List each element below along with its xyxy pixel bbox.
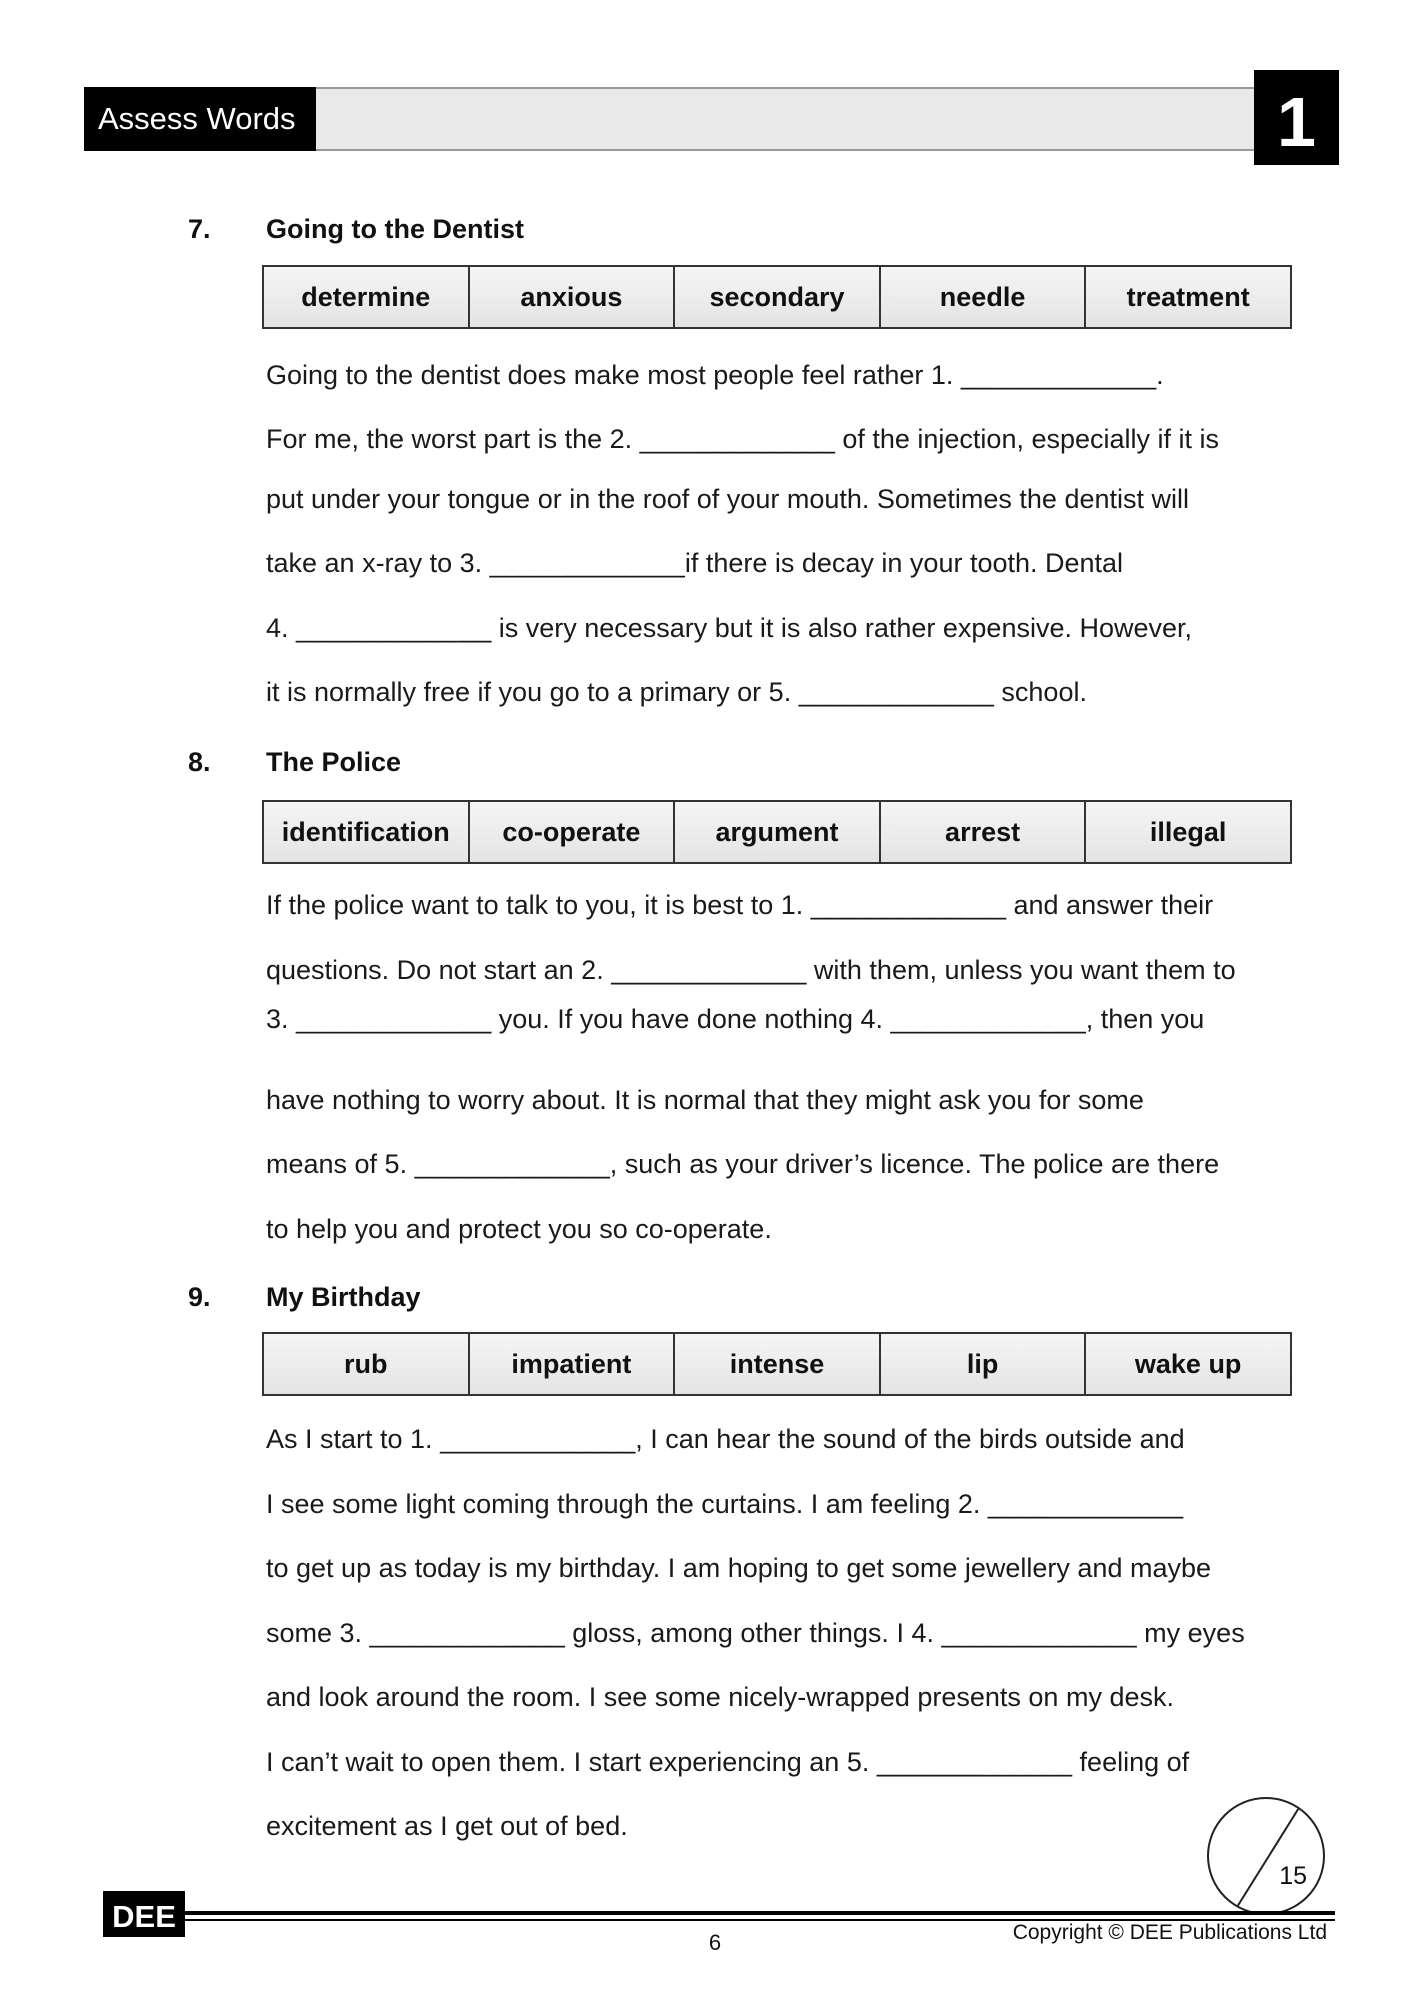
- score-circle: [1207, 1797, 1325, 1915]
- section-number: 9.: [188, 1282, 211, 1312]
- passage-line: 3. _____________ you. If you have done nothing 4. _____________, then you: [266, 1004, 1205, 1034]
- score-total: 15: [1279, 1862, 1307, 1890]
- word-bank-item: argument: [675, 802, 881, 862]
- word-bank-item: needle: [881, 267, 1087, 327]
- word-bank: [262, 265, 1292, 329]
- word-bank-item: co-operate: [470, 802, 676, 862]
- word-bank-item: illegal: [1086, 802, 1292, 862]
- word-bank-item: rub: [264, 1334, 470, 1394]
- passage-line: take an x-ray to 3. _____________if there is decay in your tooth. Dental: [266, 548, 1124, 578]
- word-bank-item: treatment: [1086, 267, 1292, 327]
- word-bank-item: wake up: [1086, 1334, 1292, 1394]
- word-bank: [262, 1332, 1292, 1396]
- word-bank-item: anxious: [470, 267, 676, 327]
- section-number: 8.: [188, 747, 211, 777]
- copyright-text: Copyright © DEE Publications Ltd: [1012, 1921, 1327, 1944]
- publisher-logo: DEE: [103, 1891, 185, 1937]
- passage-line: have nothing to worry about. It is normal that they might ask you for some: [266, 1085, 1144, 1115]
- passage-line: some 3. _____________ gloss, among other things. I 4. _____________ my eyes: [266, 1618, 1245, 1648]
- passage-line: means of 5. _____________, such as your driver’s licence. The police are there: [266, 1149, 1220, 1179]
- passage-line: put under your tongue or in the roof of your mouth. Sometimes the dentist will: [266, 484, 1189, 514]
- word-bank: [262, 800, 1292, 864]
- passage-line: to help you and protect you so co-operate.: [266, 1214, 772, 1244]
- passage-line: questions. Do not start an 2. _____________ with them, unless you want them to: [266, 955, 1236, 985]
- passage-line: excitement as I get out of bed.: [266, 1811, 628, 1841]
- section-title: My Birthday: [266, 1282, 421, 1312]
- passage-line: it is normally free if you go to a primary or 5. _____________ school.: [266, 677, 1087, 707]
- word-bank-item: identification: [264, 802, 470, 862]
- header-label: Assess Words 5: [84, 87, 316, 151]
- score-slash: [1229, 1799, 1305, 1915]
- section-title: Going to the Dentist: [266, 214, 524, 244]
- word-bank-item: intense: [675, 1334, 881, 1394]
- section-number: 7.: [188, 214, 211, 244]
- passage-line: I can’t wait to open them. I start experiencing an 5. _____________ feeling of: [266, 1747, 1190, 1777]
- passage-line: Going to the dentist does make most people feel rather 1. _____________.: [266, 360, 1164, 390]
- passage-line: to get up as today is my birthday. I am hoping to get some jewellery and maybe: [266, 1553, 1211, 1583]
- passage-line: As I start to 1. _____________, I can hear the sound of the birds outside and: [266, 1424, 1185, 1454]
- word-bank-item: arrest: [881, 802, 1087, 862]
- page-number: 6: [708, 1930, 722, 1955]
- word-bank-item: determine: [264, 267, 470, 327]
- passage-line: I see some light coming through the curtains. I am feeling 2. _____________: [266, 1489, 1184, 1519]
- word-bank-item: impatient: [470, 1334, 676, 1394]
- unit-number: 1: [1254, 70, 1339, 165]
- passage-line: If the police want to talk to you, it is best to 1. _____________ and answer their: [266, 890, 1214, 920]
- section-title: The Police: [266, 747, 402, 777]
- passage-line: and look around the room. I see some nicely-wrapped presents on my desk.: [266, 1682, 1174, 1712]
- passage-line: 4. _____________ is very necessary but it is also rather expensive. However,: [266, 613, 1193, 643]
- footer-rule: [185, 1911, 1335, 1915]
- word-bank-item: secondary: [675, 267, 881, 327]
- passage-line: For me, the worst part is the 2. _____________ of the injection, especially if it is: [266, 424, 1220, 454]
- word-bank-item: lip: [881, 1334, 1087, 1394]
